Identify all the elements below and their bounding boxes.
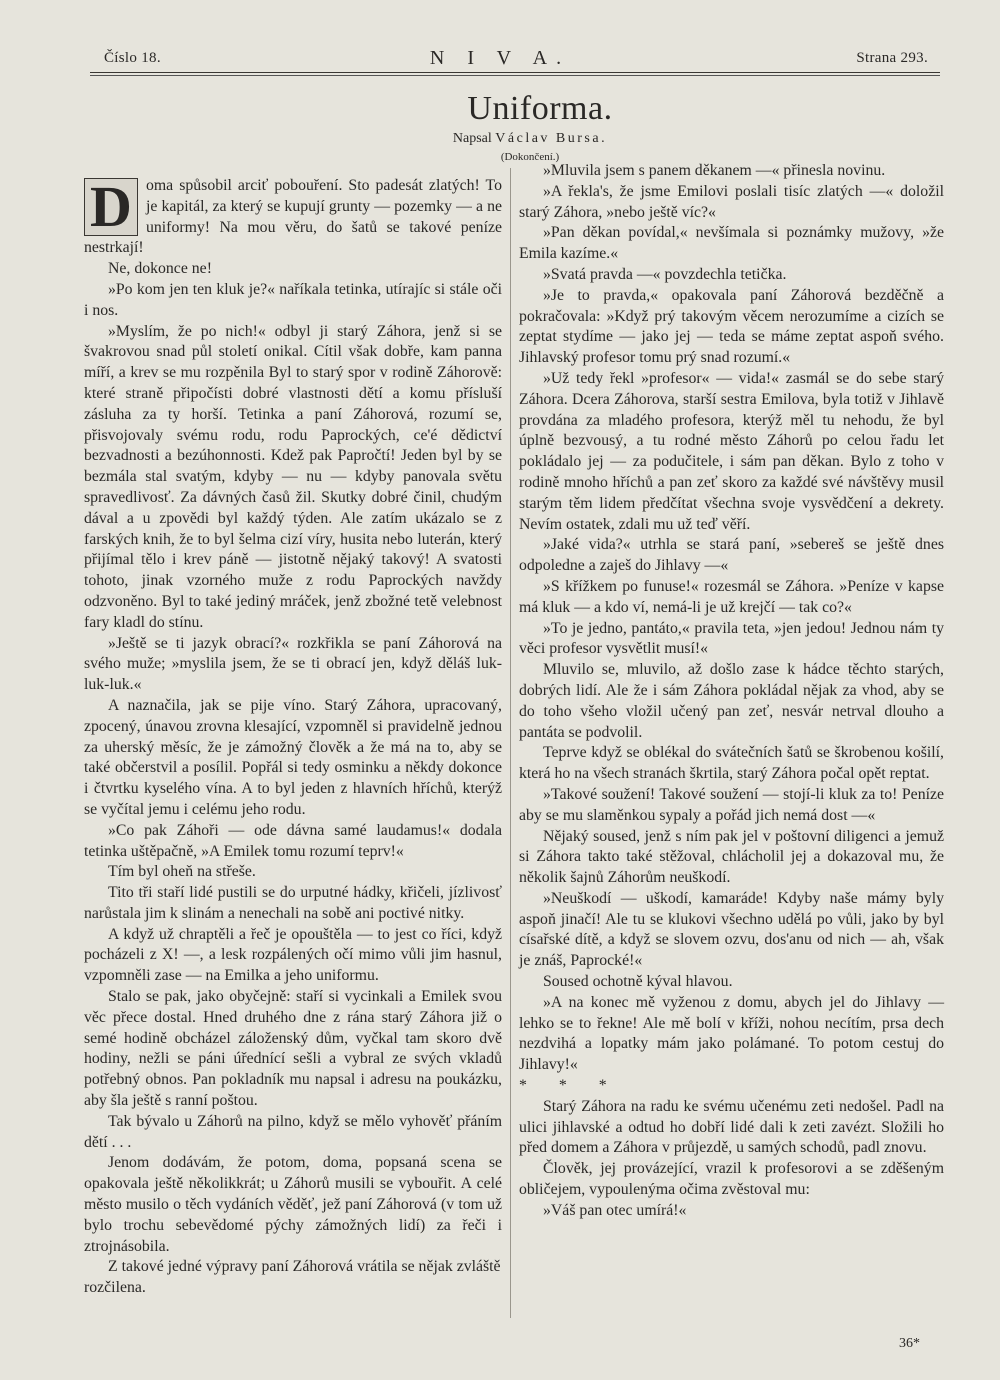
paragraph: »Už tedy řekl »profesor« — vida!« zasmál se do sebe starý Záhora. Dcera Záhorova, starší sestra Emilova, byla totiž v Jihlavě provdána za mladého profesora, kterýž měl tu nehodu, že byl úplně bezvousý, a tu rodné město Záhorů po celou řadu let pokládalo jej — za podučitele, i sám pan děkan. Bylo z toho v rodině mnoho hříchů a pan zeť skoro za každé své návštěvy musil starým těm lidem předčítat všechna svoje vysvědčení a dekrety. Nevím ostatek, zdali mu už teď věří. — [519, 369, 944, 533]
paragraph: Soused ochotně kýval hlavou. — [543, 973, 733, 991]
paragraph: »Svatá pravda —« povzdechla tetička. — [543, 265, 787, 283]
paragraph: »Takové soužení! Takové soužení — stojí-li kluk za to! Peníze aby se mu slaměnkou sypaly a pořád jich nemá dost —« — [519, 785, 944, 824]
paragraph: Člověk, jej provázející, vrazil k profesorovi a se zděšeným obličejem, vypoulenýma očima zvěstoval mu: — [519, 1160, 944, 1199]
paragraph: A když už chraptěli a řeč je opouštěla — to jest co říci, když pocházeli z X! —, a lesk rozpálených očí mimo vůli jim hasnul, vzpomněli zase — na Emilka a jeho uniformu. — [84, 925, 502, 985]
byline — [390, 131, 670, 147]
paragraph: Z takové jedné výpravy paní Záhorová vrátila se nějak zvláště rozčilena. — [84, 1258, 501, 1297]
paragraph: Tito tři staří lidé pustili se do urputné hádky, křičeli, jízlivosť narůstala jim k slinám a nenechali na sobě ani poctivé nitky. — [84, 884, 502, 922]
paragraph: »Co pak Záhoři — ode dávna samé laudamus!« dodala tetinka uštěpačně, »A Emilek tomu rozumí teprv!« — [84, 821, 502, 860]
paragraph: »Po kom jen ten kluk je?« naříkala tetinka, utírajíc si stále oči i nos. — [84, 280, 502, 319]
paragraph: »A řekla's, že jsme Emilovi poslali tisíc zlatých —« doložil starý Záhora, »nebo ještě víc?« — [519, 182, 944, 221]
paragraph: Nějaký soused, jenž s ním pak jel v poštovní diligenci a jemuž si Záhora takto také stěžoval, chlácholil jej a dokazoval mu, že několik šajnů Záhorům neuškodí. — [519, 827, 944, 887]
paragraph: Jenom dodávám, že potom, doma, popsaná scena se opakovala ještě několikkrát; u Záhorů musili se vybouřit. A celé město musilo o těch vydáních věděť, jež paní Záhorová (v tom už bylo trochu sebevědomé pýchy zámožných lidí) za řeči i ztrojnásobila. — [84, 1154, 502, 1255]
drop-cap: D — [84, 178, 138, 236]
article-title: Uniforma. — [467, 90, 613, 127]
paragraph: »A na konec mě vyženou z domu, abych jel do Jihlavy — lehko se to řekne! Ale mě bolí v kříži, nohou necítím, prsa dech nezdvihá a lopatky mám jako polámané. To potom cestuj do Jihlavy!« — [519, 993, 944, 1074]
paragraph: »S křížkem po funuse!« rozesmál se Záhora. »Peníze v kapse má kluk — a kdo ví, nemá-li je už krejčí — tak co?« — [519, 577, 944, 616]
paragraph: Tím byl oheň na střeše. — [108, 863, 256, 881]
paragraph: Stalo se pak, jako obyčejně: staří si vycinkali a Emilek svou věc přece dostal. Hned druhého dne z rána starý Záhora již o semé hodině obcházel záloženský dům, vyčkal tam skoro dvě hodiny, nežli se páni úřednící sešli a vybral ze svých vkladů potřebný obnos. Pan pokladník mu napsal i adresu na poukázku, aby šla ještě s ranní poštou. — [84, 988, 502, 1110]
page-number: 36* — [899, 1336, 920, 1351]
right-column — [519, 161, 944, 1222]
paragraph: »Jaké vida?« utrhla se stará paní, »sebereš se ještě dnes odpoledne a zaješ do Jihlavy —« — [519, 536, 944, 575]
journal-title: N I V A. — [429, 47, 571, 69]
paragraph: »Myslím, že po nich!« odbyl ji starý Záhora, jenž si se švakrovou snad půl století onikal. Cítil však dobře, kam panna míří, a krev se mu rozpěnila Byl to starý spor v rodině Záhorově: které straně připočísti dobré vlastnosti dětí a komu přísluší zásluha za ty horší. Tetinka a paní Záhorová, rozumí se, přisvojovaly svému rodu, rodu Paprockých, ce'é dědictví bezvadnosti a bezúhonnosti. Kdež pak Papročtí! Jeden byl by se bezmála stal svatým, kdyby — nu — kdyby panovala světu spravedlivosť. Za dávných časů žil. Skutky dobré činil, chudým dával a u zpovědi byl každý týden. Ale zatím ukázalo se z farských knih, že to byl šelma cizí víry, husita nebo luterán, který přijímal tělo i krev páně — jistotně nějaký takový! A svatosti tohoto, jinak vzorného muže z rodu Paprockých navždy odzvoněno. Byl to také jediný mráček, jenž zbožné tetě velebnost fary kladl do stínu. — [84, 322, 502, 631]
header-rule-thin — [90, 75, 940, 76]
paragraph: »Váš pan otec umírá!« — [543, 1201, 687, 1219]
continued-note: (Dokončení.) — [500, 151, 560, 163]
paragraph: Teprve když se oblékal do svátečních šatů se škrobenou košilí, která ho na všech stranách škrtila, starý Záhora počal opět reptat. — [519, 744, 944, 783]
paragraph: A naznačila, jak se pije víno. Starý Záhora, upracovaný, zpocený, únavou zrovna klesající, vzpomněl si pravidelně jednou za uherský měsíc, že je zámožný člověk a že má na to, aby se také občerstvil a posílil. Popřál si tedy osminku a někdy dokonce i čtvrtku kyselého vína. A to byl jeden z hlavních hříchů, kterýž se vyčítal jemu i celému jeho rodu. — [84, 696, 502, 818]
left-column — [84, 176, 502, 1299]
paragraph: »Pan děkan povídal,« nevšímala si poznámky mužovy, »že Emila kazíme.« — [519, 224, 944, 263]
paragraph: Starý Záhora na radu ke svému učenému zeti nedošel. Padl na ulici jihlavské a odtud ho dobří lidé dali k zeti zavézt. Složili ho před domem a Záhora v průjezdě, u samých schodů, padl znovu. — [519, 1097, 944, 1157]
page-label: Strana 293. — [856, 50, 928, 66]
paragraph: »Mluvila jsem s panem děkanem —« přinesla novinu. — [543, 162, 886, 179]
paragraph: »Ještě se ti jazyk obrací?« rozkřikla se paní Záhorová na svého muže; »myslila jsem, že se ti obrací jen, když děláš luk-luk-luk.« — [84, 634, 502, 694]
paragraph: »Je to pravda,« opakovala paní Záhorová bezděčně a pokračovala: »Když prý takovým věcem nerozumíme a cizích se zeptat stydíme — jako jej — teda se máme zeptat aspoň svého. Jihlavský profesor tomu prý snad rozumí.« — [519, 286, 944, 367]
column-divider — [510, 168, 511, 1318]
paragraph: Ne, dokonce ne! — [108, 260, 212, 278]
header-rule — [90, 72, 940, 73]
paragraph: »To je jedno, pantáto,« pravila teta, »jen jedou! Jednou nám ty věci profesor vysvětlit musí!« — [519, 619, 944, 658]
section-break: * * * — [519, 1077, 621, 1095]
paragraph: Tak bývalo u Záhorů na pilno, když se mělo vyhověť přáním dětí . . . — [84, 1112, 502, 1151]
paragraph: »Neuškodí — uškodí, kamaráde! Kdyby naše mámy byly aspoň jinačí! Ale tu se klukovi všechno udělá po vůli, jako by byl císařské dítě, a když se slovem ozvu, dos'anu od nich — ah, však je znáš, Paprocké!« — [519, 889, 944, 970]
paragraph: D oma spůsobil arciť pobouření. Sto padesát zlatých! To je kapitál, za který se kupují grunty — pozemky — a ne uniformy! Na mou věru, do šatů se takové peníze nestrkají! — [84, 174, 502, 257]
author-name: Václav Bursa. — [495, 131, 608, 146]
issue-number: Číslo 18. — [104, 50, 161, 66]
paragraph: Mluvilo se, mluvilo, až došlo zase k hádce těchto starých, dobrých lidí. Ale že i sám Záhora pokládal nějak za vhod, aby se do toho všeho vložil učený pan zeť, nesvár netrval dlouho a pantáta se podvolil. — [519, 661, 944, 741]
byline-prefix: Napsal — [452, 131, 492, 146]
